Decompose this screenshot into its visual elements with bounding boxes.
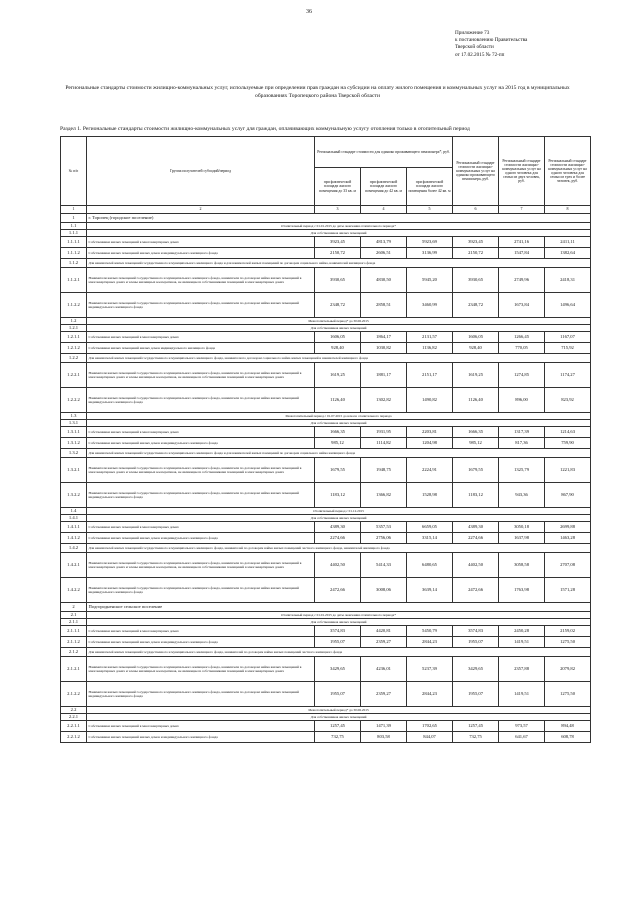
value-cell: 928,40 <box>315 343 361 354</box>
row-id: 1.4.2 <box>61 544 87 553</box>
row-id: 2.1.2.1 <box>61 657 87 682</box>
value-cell: 1666,35 <box>315 427 361 438</box>
value-cell: 1547,84 <box>499 248 545 259</box>
table-row <box>61 214 591 223</box>
row-id: 1.4.1 <box>61 515 87 522</box>
period-label: Для собственников жилых помещений <box>87 714 591 721</box>
value-cell: 5923,69 <box>407 237 453 248</box>
header-single-group: Региональный стандарт стоимости для одиноко проживающего пенсионера*, руб. <box>315 137 453 168</box>
value-cell: 2359,27 <box>361 682 407 707</box>
value-cell: 1955,07 <box>453 682 499 707</box>
row-id: 1.1 <box>61 223 87 230</box>
value-cell: 2150,72 <box>315 248 361 259</box>
value-cell: 1382,64 <box>545 248 591 259</box>
value-cell: 715,92 <box>545 343 591 354</box>
row-id: 1.3.2.2 <box>61 483 87 508</box>
row-id: 1.1.2.1 <box>61 268 87 293</box>
appendix-line: к постановлению Правительства <box>455 37 528 44</box>
recipient-label: Собственники жилых помещений в многоквартирных домах <box>87 721 315 732</box>
row-id: 1.2.2.1 <box>61 363 87 388</box>
appendix-block <box>455 30 527 59</box>
row-id: 2.2.1.2 <box>61 732 87 743</box>
index-cell: 2 <box>87 206 315 214</box>
value-cell: 1619,25 <box>453 363 499 388</box>
recipient-label: Собственники жилых помещений жилых домов и индивидуального жилищного фонда <box>87 533 315 544</box>
index-cell: 3 <box>315 206 361 214</box>
value-cell: 2749,96 <box>499 268 545 293</box>
header-pensioner: Региональный стандарт стоимости жилищно-коммунальных услуг на одиноко проживающего пенсионера, руб. <box>453 137 499 206</box>
value-cell: 3930,65 <box>315 268 361 293</box>
row-id: 1.3 <box>61 413 87 420</box>
value-cell: 973,57 <box>499 721 545 732</box>
value-cell: 1325,79 <box>499 458 545 483</box>
value-cell: 1366,82 <box>361 483 407 508</box>
appendix-line: Тверской области <box>455 44 494 51</box>
value-cell: 943,36 <box>499 483 545 508</box>
recipient-label: Собственники жилых помещений жилых домов и индивидуального жилищного фонда <box>87 438 315 449</box>
value-cell: 3639,14 <box>407 578 453 603</box>
table-row <box>61 707 591 714</box>
value-cell: 6480,65 <box>407 553 453 578</box>
recipient-label: Собственники жилых помещений в многоквартирных домах <box>87 427 315 438</box>
value-cell: 1881,17 <box>361 363 407 388</box>
row-id: 1.2.1.1 <box>61 332 87 343</box>
row-id: 1.4.1.2 <box>61 533 87 544</box>
value-cell: 1702,65 <box>407 721 453 732</box>
header-num: № п/п <box>61 137 87 206</box>
value-cell: 2699,88 <box>545 522 591 533</box>
recipient-label: Собственники жилых помещений жилых домов и индивидуального жилищного фонда <box>87 637 315 648</box>
value-cell: 2348,72 <box>453 293 499 318</box>
table-row <box>61 293 591 318</box>
row-id: 2.2 <box>61 707 87 714</box>
header-sub-42: при фактической площади жилого помещения до 42 кв. м <box>361 168 407 206</box>
recipient-label: Собственники жилых помещений в многоквартирных домах <box>87 237 315 248</box>
value-cell: 4402,50 <box>453 553 499 578</box>
row-id: 1.3.1.2 <box>61 438 87 449</box>
value-cell: 985,12 <box>315 438 361 449</box>
category-label: Для нанимателей жилых помещений государственного и муниципального жилищного фонда и для нанимателей жилых помещений по договорам социального найма жилищного фонда <box>87 449 591 458</box>
table-row <box>61 363 591 388</box>
value-cell: 2159,02 <box>545 626 591 637</box>
recipient-label: Наниматели жилых помещений государственного и муниципального жилищного фонда, наниматели по договорам найма жилых помещений индивидуального жилищного фонда <box>87 293 315 318</box>
period-label: Межотопительный период* до 30.06.2015 <box>87 318 591 325</box>
value-cell: 2224,91 <box>407 458 453 483</box>
table-body <box>61 214 591 743</box>
table-row <box>61 732 591 743</box>
value-cell: 5414,33 <box>361 553 407 578</box>
standards-table <box>60 136 591 743</box>
row-id: 1.4.2.1 <box>61 553 87 578</box>
value-cell: 1931,95 <box>361 427 407 438</box>
index-cell: 8 <box>545 206 591 214</box>
recipient-label: Наниматели жилых помещений государственного и муниципального жилищного фонда, наниматели по договорам найма жилых помещений в многоквартирных домах и члены жилищных кооперативов, не являющиеся собственниками помещений в многоквартирных домах <box>87 363 315 388</box>
table-row <box>61 682 591 707</box>
table-row <box>61 259 591 268</box>
value-cell: 985,12 <box>453 438 499 449</box>
value-cell: 1126,40 <box>453 388 499 413</box>
recipient-label: Наниматели жилых помещений государственного и муниципального жилищного фонда, наниматели по договорам найма жилых помещений индивидуального жилищного фонда <box>87 682 315 707</box>
value-cell: 2472,66 <box>315 578 361 603</box>
value-cell: 867,90 <box>545 483 591 508</box>
value-cell: 1679,55 <box>453 458 499 483</box>
value-cell: 4389,30 <box>453 522 499 533</box>
value-cell: 1490,82 <box>407 388 453 413</box>
value-cell: 608,78 <box>545 732 591 743</box>
value-cell: 2418,31 <box>545 268 591 293</box>
recipient-label: Наниматели жилых помещений государственного и муниципального жилищного фонда, наниматели по договорам найма жилых помещений в многоквартирных домах и члены жилищных кооперативов, не являющиеся собственниками помещений в многоквартирных домах <box>87 657 315 682</box>
value-cell: 2844,23 <box>407 637 453 648</box>
table-row <box>61 626 591 637</box>
value-cell: 1030,82 <box>361 343 407 354</box>
table-row <box>61 714 591 721</box>
value-cell: 732,75 <box>315 732 361 743</box>
table-row <box>61 449 591 458</box>
page-footer-space <box>0 870 640 905</box>
category-label: Для нанимателей жилых помещений государственного и муниципального жилищного фонда, нанимателей по договорам найма жилых помещений частного жилищного фонда, нанимателей жилищного фонда <box>87 544 591 553</box>
value-cell: 1257,45 <box>315 721 361 732</box>
section-title: Раздел 1. Региональные стандарты стоимости жилищно-коммунальных услуг для граждан, оплачивающих коммунальную услугу отопления только в отопительный период <box>60 126 470 132</box>
value-cell: 1221,83 <box>545 458 591 483</box>
value-cell: 2357,88 <box>499 657 545 682</box>
value-cell: 3058,58 <box>499 553 545 578</box>
recipient-label: Собственники жилых помещений в многоквартирных домах <box>87 626 315 637</box>
value-cell: 5357,53 <box>361 522 407 533</box>
value-cell: 4830,50 <box>361 268 407 293</box>
value-cell: 1496,64 <box>545 293 591 318</box>
header-group: Группа получателей субсидий/период <box>87 137 315 206</box>
value-cell: 844,07 <box>407 732 453 743</box>
value-cell: 5945,20 <box>407 268 453 293</box>
recipient-label: Наниматели жилых помещений государственного и муниципального жилищного фонда, наниматели по договорам найма жилых помещений индивидуального жилищного фонда <box>87 578 315 603</box>
table-row <box>61 420 591 427</box>
value-cell: 2411,11 <box>545 237 591 248</box>
period-label: Для собственников жилых помещений <box>87 420 591 427</box>
value-cell: 1174,27 <box>545 363 591 388</box>
value-cell: 1637,98 <box>499 533 545 544</box>
table-row <box>61 413 591 420</box>
value-cell: 1606,05 <box>453 332 499 343</box>
table-row <box>61 612 591 619</box>
value-cell: 2450,28 <box>499 626 545 637</box>
table-row <box>61 544 591 553</box>
row-id: 1.3.1.1 <box>61 427 87 438</box>
category-label: Для нанимателей жилых помещений государственного и муниципального жилищного фонда и для нанимателей жилых помещений по договорам социального найма, нанимателей жилищного фонда <box>87 259 591 268</box>
value-cell: 1275,50 <box>545 682 591 707</box>
table-row <box>61 318 591 325</box>
row-id: 1.1.2 <box>61 259 87 268</box>
table-row <box>61 721 591 732</box>
header-three: Региональный стандарт стоимости жилищно-коммунальных услуг на одного человека для семьи из трех и более человек, руб. <box>545 137 591 206</box>
value-cell: 3315,14 <box>407 533 453 544</box>
row-id: 2.1.2.2 <box>61 682 87 707</box>
recipient-label: Наниматели жилых помещений государственного и муниципального жилищного фонда, наниматели по договорам найма жилых помещений в многоквартирных домах и члены жилищных кооперативов, не являющиеся собственниками помещений в многоквартирных домах <box>87 553 315 578</box>
period-label: Отопительный период с 01.01.2015 до даты окончания отопительного периода* <box>87 612 591 619</box>
value-cell: 1275,50 <box>545 637 591 648</box>
value-cell: 1167,07 <box>545 332 591 343</box>
value-cell: 3574,83 <box>315 626 361 637</box>
row-id: 1.2.1 <box>61 325 87 332</box>
recipient-label: Собственники жилых помещений в многоквартирных домах <box>87 522 315 533</box>
value-cell: 1571,28 <box>545 578 591 603</box>
value-cell: 1948,75 <box>361 458 407 483</box>
row-id: 2.2.1.1 <box>61 721 87 732</box>
value-cell: 2151,17 <box>407 363 453 388</box>
table-row <box>61 603 591 612</box>
recipient-label: Наниматели жилых помещений государственного и муниципального жилищного фонда, наниматели по договорам найма жилых помещений в многоквартирных домах и члены жилищных кооперативов, не являющиеся собственниками помещений в многоквартирных домах <box>87 458 315 483</box>
document-title: Региональные стандарты стоимости жилищно-коммунальных услуг, используемые при определении прав граждан на субсидии на оплату жилого помещения и коммунальных услуг на 2015 год в муниципальных образованиях Торопецкого района Тверской области <box>65 85 570 99</box>
table-row <box>61 508 591 515</box>
value-cell: 1419,51 <box>499 682 545 707</box>
value-cell: 4389,30 <box>315 522 361 533</box>
value-cell: 1864,17 <box>361 332 407 343</box>
header-two: Региональный стандарт стоимости жилищно-коммунальных услуг на одного человека для семьи из двух человек, руб. <box>499 137 545 206</box>
row-id: 2.2.1 <box>61 714 87 721</box>
value-cell: 1955,07 <box>315 682 361 707</box>
row-id: 1.1.2.2 <box>61 293 87 318</box>
table-row <box>61 427 591 438</box>
value-cell: 1471,39 <box>361 721 407 732</box>
table-row <box>61 619 591 626</box>
table-row <box>61 515 591 522</box>
value-cell: 1528,98 <box>407 483 453 508</box>
table-row <box>61 522 591 533</box>
row-id: 1.3.2.1 <box>61 458 87 483</box>
value-cell: 1257,45 <box>453 721 499 732</box>
period-label: Для собственников жилых помещений <box>87 515 591 522</box>
value-cell: 2472,66 <box>453 578 499 603</box>
value-cell: 1266,45 <box>499 332 545 343</box>
row-id: 2 <box>61 603 87 612</box>
value-cell: 6659,05 <box>407 522 453 533</box>
row-id: 2.1.1.2 <box>61 637 87 648</box>
row-id: 1.1.1 <box>61 230 87 237</box>
value-cell: 2348,72 <box>315 293 361 318</box>
row-id: 1.1.1.1 <box>61 237 87 248</box>
value-cell: 2150,72 <box>453 248 499 259</box>
value-cell: 1673,84 <box>499 293 545 318</box>
value-cell: 1955,07 <box>453 637 499 648</box>
row-id: 1.2.1.2 <box>61 343 87 354</box>
value-cell: 4813,79 <box>361 237 407 248</box>
header-sub-33: при фактической площади жилого помещения до 33 кв. м <box>315 168 361 206</box>
group-label: Подгородненское сельское поселение <box>87 603 591 612</box>
table-row <box>61 438 591 449</box>
row-id: 1.2.2 <box>61 354 87 363</box>
value-cell: 3429,65 <box>315 657 361 682</box>
value-cell: 817,36 <box>499 438 545 449</box>
recipient-label: Собственники жилых помещений жилых домов и индивидуального жилищного фонда <box>87 732 315 743</box>
header-sub-more: при фактической площади жилого помещения более 42 кв. м <box>407 168 453 206</box>
value-cell: 3136,99 <box>407 248 453 259</box>
value-cell: 5450,79 <box>407 626 453 637</box>
value-cell: 3930,65 <box>453 268 499 293</box>
value-cell: 2274,66 <box>453 533 499 544</box>
value-cell: 1763,98 <box>499 578 545 603</box>
value-cell: 641,67 <box>499 732 545 743</box>
value-cell: 803,58 <box>361 732 407 743</box>
value-cell: 896,00 <box>499 388 545 413</box>
value-cell: 1419,51 <box>499 637 545 648</box>
period-label: Межотопительный период с 01.07.2015 до начала отопительного периода <box>87 413 591 420</box>
value-cell: 2274,66 <box>315 533 361 544</box>
table-row <box>61 657 591 682</box>
category-label: Для нанимателей жилых помещений государственного и муниципального жилищного фонда, нанимателей по договорам найма жилых помещений частного жилищного фонда <box>87 648 591 657</box>
value-cell: 1679,55 <box>315 458 361 483</box>
row-id: 2.1 <box>61 612 87 619</box>
value-cell: 3460,99 <box>407 293 453 318</box>
group-label: г. Торопец (городское поселение) <box>87 214 591 223</box>
value-cell: 2858,51 <box>361 293 407 318</box>
row-id: 1 <box>61 214 87 223</box>
value-cell: 1955,07 <box>315 637 361 648</box>
table-row <box>61 388 591 413</box>
page-number: 36 <box>306 9 312 15</box>
value-cell: 2203,81 <box>407 427 453 438</box>
row-id: 1.2.2.2 <box>61 388 87 413</box>
value-cell: 3050,18 <box>499 522 545 533</box>
value-cell: 759,90 <box>545 438 591 449</box>
value-cell: 3923,45 <box>453 237 499 248</box>
table-row <box>61 237 591 248</box>
value-cell: 1302,82 <box>361 388 407 413</box>
value-cell: 2606,51 <box>361 248 407 259</box>
value-cell: 894,48 <box>545 721 591 732</box>
period-label: Для собственников жилых помещений <box>87 325 591 332</box>
index-cell: 4 <box>361 206 407 214</box>
table-row <box>61 354 591 363</box>
value-cell: 823,92 <box>545 388 591 413</box>
appendix-line: Приложение 73 <box>455 30 490 36</box>
value-cell: 4402,50 <box>315 553 361 578</box>
value-cell: 1126,40 <box>315 388 361 413</box>
row-id: 1.3.1 <box>61 420 87 427</box>
value-cell: 1666,35 <box>453 427 499 438</box>
row-id: 1.4.1.1 <box>61 522 87 533</box>
row-id: 1.4.2.2 <box>61 578 87 603</box>
index-cell: 6 <box>453 206 499 214</box>
value-cell: 732,75 <box>453 732 499 743</box>
index-cell: 7 <box>499 206 545 214</box>
value-cell: 2359,27 <box>361 637 407 648</box>
row-id: 1.2 <box>61 318 87 325</box>
value-cell: 1183,12 <box>315 483 361 508</box>
value-cell: 3923,45 <box>315 237 361 248</box>
table-row <box>61 578 591 603</box>
value-cell: 4420,81 <box>361 626 407 637</box>
recipient-label: Наниматели жилых помещений государственного и муниципального жилищного фонда, наниматели по договорам найма жилых помещений индивидуального жилищного фонда <box>87 483 315 508</box>
value-cell: 1183,12 <box>453 483 499 508</box>
table-row <box>61 533 591 544</box>
table-row <box>61 332 591 343</box>
value-cell: 3429,65 <box>453 657 499 682</box>
period-label: Для собственников жилых помещений <box>87 230 591 237</box>
value-cell: 1136,82 <box>407 343 453 354</box>
value-cell: 1463,28 <box>545 533 591 544</box>
table-row <box>61 553 591 578</box>
value-cell: 1274,85 <box>499 363 545 388</box>
recipient-label: Собственники жилых помещений в многоквартирных домах <box>87 332 315 343</box>
category-label: Для нанимателей жилых помещений государственного и муниципального жилищного фонда, наниматели по договорам социального найма жилых помещений и нанимателей жилищного фонда <box>87 354 591 363</box>
value-cell: 770,05 <box>499 343 545 354</box>
value-cell: 2079,82 <box>545 657 591 682</box>
value-cell: 2707,08 <box>545 553 591 578</box>
value-cell: 1204,98 <box>407 438 453 449</box>
value-cell: 1619,25 <box>315 363 361 388</box>
row-id: 1.4 <box>61 508 87 515</box>
table-row <box>61 230 591 237</box>
table-row <box>61 637 591 648</box>
row-id: 2.1.1 <box>61 619 87 626</box>
value-cell: 3574,83 <box>453 626 499 637</box>
period-label: Отопительный период с 01.01.2015 до даты окончания отопительного периода* <box>87 223 591 230</box>
recipient-label: Собственники жилых помещений жилых домов индивидуального жилищного фонда <box>87 343 315 354</box>
value-cell: 5237,39 <box>407 657 453 682</box>
index-cell: 5 <box>407 206 453 214</box>
row-id: 2.1.2 <box>61 648 87 657</box>
table-row <box>61 648 591 657</box>
row-id: 1.3.2 <box>61 449 87 458</box>
row-id: 2.1.1.1 <box>61 626 87 637</box>
table-row <box>61 458 591 483</box>
value-cell: 1606,05 <box>315 332 361 343</box>
index-cell: 1 <box>61 206 87 214</box>
period-label: Межотопительный период* до 30.06.2015 <box>87 707 591 714</box>
row-id: 1.1.1.2 <box>61 248 87 259</box>
value-cell: 928,40 <box>453 343 499 354</box>
recipient-label: Собственники жилых помещений жилых домов и индивидуального жилищного фонда <box>87 248 315 259</box>
value-cell: 4236,01 <box>361 657 407 682</box>
appendix-line: от 17.02.2015 № 72-пп <box>455 51 505 58</box>
value-cell: 1317,39 <box>499 427 545 438</box>
table-row <box>61 223 591 230</box>
table-row <box>61 268 591 293</box>
table-row <box>61 325 591 332</box>
value-cell: 2131,57 <box>407 332 453 343</box>
recipient-label: Наниматели жилых помещений государственного и муниципального жилищного фонда, наниматели по договорам найма жилых помещений индивидуального жилищного фонда <box>87 388 315 413</box>
value-cell: 3008,06 <box>361 578 407 603</box>
value-cell: 2756,06 <box>361 533 407 544</box>
period-label: Для собственников жилых помещений <box>87 619 591 626</box>
table-row <box>61 483 591 508</box>
table-row <box>61 343 591 354</box>
value-cell: 1114,82 <box>361 438 407 449</box>
period-label: Отопительный период с 01.12.2015 <box>87 508 591 515</box>
value-cell: 1214,63 <box>545 427 591 438</box>
recipient-label: Наниматели жилых помещений государственного и муниципального жилищного фонда, наниматели по договорам найма жилых помещений в многоквартирных домах и члены жилищных кооперативов, не являющиеся собственниками помещений в многоквартирных домах <box>87 268 315 293</box>
value-cell: 2844,23 <box>407 682 453 707</box>
value-cell: 2741,16 <box>499 237 545 248</box>
table-row <box>61 248 591 259</box>
